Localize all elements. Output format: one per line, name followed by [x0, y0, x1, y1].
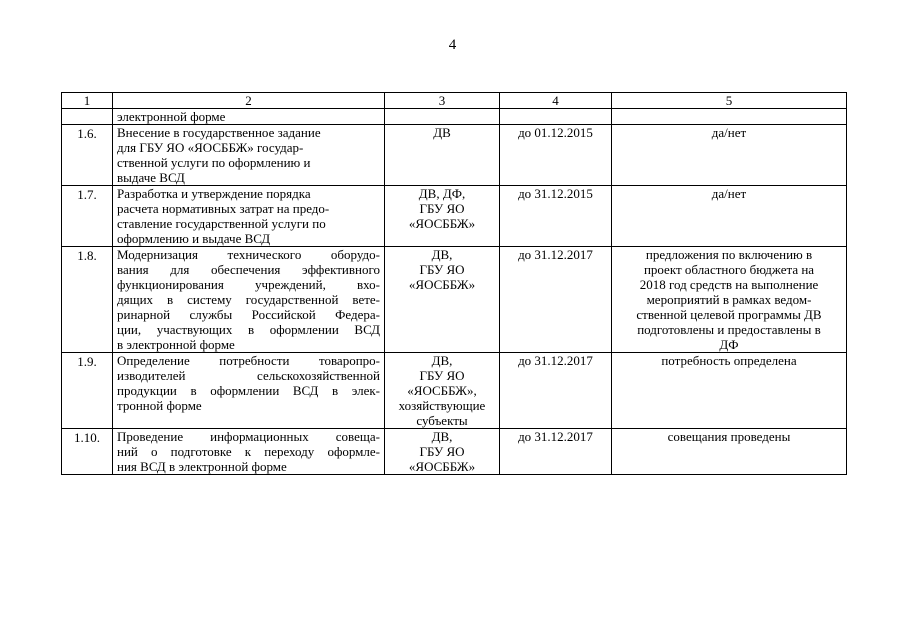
row-deadline: до 31.12.2017 — [500, 353, 612, 429]
result-line: да/нет — [711, 125, 747, 140]
executor-line: ГБУ ЯО — [419, 368, 465, 383]
executor-line: субъекты — [416, 413, 468, 428]
description-line: ринарной службы Российской Федера- — [117, 307, 380, 322]
description-line: выдаче ВСД — [117, 170, 185, 185]
row-executor — [385, 125, 500, 186]
description-line: Проведение информационных совеща- — [117, 429, 380, 444]
measures-table — [61, 92, 847, 475]
executor-line: «ЯОСББЖ», — [407, 383, 477, 398]
executor-line: ГБУ ЯО — [419, 444, 465, 459]
row-description — [113, 125, 385, 186]
description-line: в электронной форме — [117, 337, 235, 352]
header-col-5: 5 — [612, 93, 847, 109]
row-executor — [385, 186, 500, 247]
row-deadline: до 31.12.2017 — [500, 429, 612, 475]
header-col-3: 3 — [385, 93, 500, 109]
row-executor — [385, 429, 500, 475]
result-line: совещания проведены — [667, 429, 791, 444]
table-row — [62, 186, 847, 247]
description-line: ставление государственной услуги по — [117, 216, 326, 231]
continuation-deadline-cell — [500, 109, 612, 125]
row-result — [612, 125, 847, 186]
description-line: дящих в систему государственной вете- — [117, 292, 380, 307]
continuation-result-cell — [612, 109, 847, 125]
result-line: подготовлены и предоставлены в — [637, 322, 821, 337]
result-line: проект областного бюджета на — [643, 262, 815, 277]
result-line: ДФ — [719, 337, 739, 352]
description-line: Разработка и утверждение порядка — [117, 186, 311, 201]
row-description — [113, 429, 385, 475]
description-line: Модернизация технического оборудо- — [117, 247, 380, 262]
description-line: функционирования учреждений, вхо- — [117, 277, 380, 292]
row-result — [612, 353, 847, 429]
header-col-2: 2 — [113, 93, 385, 109]
row-description — [113, 186, 385, 247]
description-line: вания для обеспечения эффективного — [117, 262, 380, 277]
description-line: тронной форме — [117, 398, 202, 413]
executor-line: «ЯОСББЖ» — [408, 277, 476, 292]
description-line: Внесение в государственное задание — [117, 125, 321, 140]
result-line: 2018 год средств на выполнение — [639, 277, 819, 292]
result-line: мероприятий в рамках ведом- — [646, 292, 812, 307]
description-line: оформлению и выдаче ВСД — [117, 231, 271, 246]
row-number: 1.9. — [62, 353, 113, 429]
description-line: ственной услуги по оформлению и — [117, 155, 311, 170]
row-number: 1.10. — [62, 429, 113, 475]
result-line: ственной целевой программы ДВ — [636, 307, 822, 322]
executor-line: ДВ — [433, 125, 451, 140]
executor-line: ГБУ ЯО — [419, 262, 465, 277]
header-col-4: 4 — [500, 93, 612, 109]
row-executor — [385, 247, 500, 353]
result-line: предложения по включению в — [645, 247, 813, 262]
row-result — [612, 186, 847, 247]
executor-line: ДВ, — [431, 353, 453, 368]
table-row — [62, 247, 847, 353]
continuation-description: электронной форме — [113, 109, 385, 125]
row-executor — [385, 353, 500, 429]
description-line: ний о подготовке к переходу оформле- — [117, 444, 380, 459]
description-line: изводителей сельскохозяйственной — [117, 368, 380, 383]
row-deadline: до 01.12.2015 — [500, 125, 612, 186]
continuation-row — [62, 109, 847, 125]
executor-line: «ЯОСББЖ» — [408, 459, 476, 474]
row-deadline: до 31.12.2015 — [500, 186, 612, 247]
executor-line: ДВ, — [431, 247, 453, 262]
description-line: продукции в оформлении ВСД в элек- — [117, 383, 380, 398]
executor-line: ДВ, — [431, 429, 453, 444]
executor-line: хозяйствующие — [398, 398, 486, 413]
row-deadline: до 31.12.2017 — [500, 247, 612, 353]
row-number: 1.7. — [62, 186, 113, 247]
executor-line: ДВ, ДФ, — [418, 186, 466, 201]
row-result — [612, 429, 847, 475]
table-header-row — [62, 93, 847, 109]
continuation-num-cell — [62, 109, 113, 125]
executor-line: «ЯОСББЖ» — [408, 216, 476, 231]
table-row — [62, 125, 847, 186]
row-description — [113, 353, 385, 429]
description-line: Определение потребности товаропро- — [117, 353, 380, 368]
continuation-executor-cell — [385, 109, 500, 125]
table-row — [62, 353, 847, 429]
table-row — [62, 429, 847, 475]
header-col-1: 1 — [62, 93, 113, 109]
result-line: да/нет — [711, 186, 747, 201]
result-line: потребность определена — [661, 353, 797, 368]
description-line: для ГБУ ЯО «ЯОСББЖ» государ- — [117, 140, 304, 155]
description-line: ния ВСД в электронной форме — [117, 459, 287, 474]
description-line: расчета нормативных затрат на предо- — [117, 201, 330, 216]
description-line: ции, участвующих в оформлении ВСД — [117, 322, 380, 337]
row-result — [612, 247, 847, 353]
executor-line: ГБУ ЯО — [419, 201, 465, 216]
row-number: 1.6. — [62, 125, 113, 186]
row-number: 1.8. — [62, 247, 113, 353]
page-number: 4 — [448, 37, 457, 53]
row-description — [113, 247, 385, 353]
